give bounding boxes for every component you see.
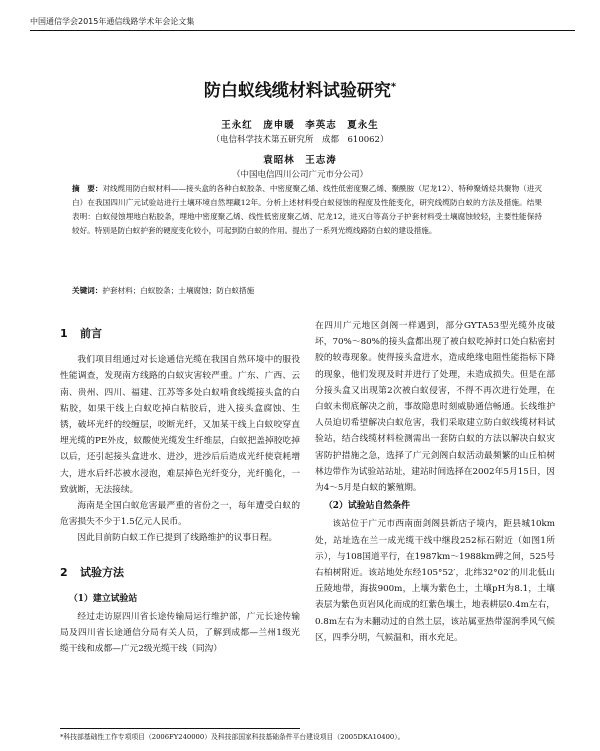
affiliation-secondary: （中国电信四川公司广元市分公司） <box>231 170 368 180</box>
keywords <box>72 285 542 297</box>
section-title: 前言 <box>80 327 102 340</box>
footnote: *科技部基础性工作专项项目（2006FY240000）及科技部国家科技基础条件平台建设项目（2005DKA10400）。 <box>60 733 405 741</box>
abstract-label: 摘 要： <box>72 184 103 193</box>
keywords-label: 关键词： <box>72 286 103 295</box>
paragraph: 我们项目组通过对长途通信光缆在我国自然环境中的服役性能调查，发现南方线路的白蚁灾害较严重。广东、广西、云南、贵州、四川、福建、江苏等多处白蚁啃食线缆接头盒的白粘胶，如果干线上白蚁吃掉白粘胶后，进入接头盒腐蚀、生锈，破坏光纤的绞缠层，咬断光纤，又加某干线上白蚁咬穿直埋光缆的PE外皮，蚁酸使光缆发生纤维层，白蚁把盖掉胶吃掉以后，还引起接头盒进水、进沙，进沙后后造成光纤使衰耗增大，进水后纤芯被水浸泡，难层掉色光纤变分，光纤脆化，一致就断，无法接续。 <box>60 355 300 495</box>
header-rule <box>30 30 575 31</box>
footnote-rule <box>60 728 300 729</box>
paragraph: 因此目前防白蚁工作已提到了线路维护的议事日程。 <box>77 533 278 544</box>
section-number: 2 <box>60 565 68 579</box>
running-header: 中国通信学会2015年通信线路学术年会论文集 <box>30 17 195 26</box>
section-heading-1 <box>60 326 300 342</box>
section-number: 1 <box>60 327 68 340</box>
abstract-text: 对线缆用防白蚁材料——接头盒的各种白蚁胶条、中密度聚乙烯、线性低密度聚乙烯、聚酰胺（尼龙12）、特种聚烯烃共聚物（进灭白）在我国四川广元试验站进行土壤环境自然埋藏12年。分析上述材料受白蚁侵蚀的程度及性能变化，研究线缆防白蚁的方法及措施。结果表明：白蚁侵蚀埋地白粘胶条，埋地中密度聚乙烯、线性低密度聚乙烯、尼龙12，进灭白等高分子护套材料受土壤腐蚀较轻，主要性能保持较好。特别是防白蚁护套的硬度变化较小，可起到防白蚁的作用。提出了一系列光缆线路防白蚁的建设措施。 <box>72 184 542 235</box>
section-title: 试验方法 <box>80 565 124 579</box>
paragraph: 海南是全国白蚁危害最严重的省份之一，每年遭受白蚁的危害损失不少于1.5亿元人民币。 <box>60 501 300 528</box>
left-column <box>60 318 300 658</box>
paragraph: 在四川广元地区剑阁一样遇到，部分GYTA53型光缆外皮破坏，70%～80%的接头盒都出现了被白蚁吃掉封口处白粘密封胶的较毒现象。使得接头盒进水，造成绝缘电阻性能指标下降的现象，他们发现及时并进行了处理，未造成损失。但是在部分接头盒又出现第2次被白蚁侵害，不得不再次进行处理，在白蚁未彻底解决之前，事故隐患时刻威胁通信畅通。长线维护人员迫切希望解决白蚁危害，我们采取建立防白蚁线缆材料试验站，结合线缆材料检测需出一套防白蚁的方法以解决白蚁灾害防护措施之急，选择了广元剑阁白蚁活动最频繁的山丘柏树林边带作为试验站站址，建站时间选择在2002年5月15日，因为4～5月是白蚁的繁殖期。 <box>315 321 555 494</box>
keywords-text: 护套材料；白蚁胶条；土壤腐蚀；防白蚁措施 <box>102 286 255 295</box>
paragraph: 该站位于广元市西南面剑阁县新店子境内，距县城10km处，站址选在兰一成光缆干线中继段252标石附近（如图1所示），与108国道平行，在1987km～1988km碑之间，525号右柏树附近。该站地处东经105°52′，北纬32°02′的川北低山丘陵地带，海拔900m，上壤为紫色土，土壤pH为8.1，土壤表层为紫色页岩风化而成的红紫色壤土，地表耕层0.4m左右，0.8m左右为未翻动过的自然土层，该站属亚热带湿润季风气候区，四季分明，气候温和，雨水充足。 <box>315 519 555 643</box>
right-column <box>315 318 555 646</box>
paper-title <box>0 76 600 101</box>
abstract <box>72 182 542 238</box>
affiliation-primary: （电信科学技术第五研究所 成都 610062） <box>211 135 389 145</box>
title-text: 防白蚁线缆材料试验研究 <box>203 81 391 101</box>
subsection-heading: （2）试验站自然条件 <box>323 501 410 512</box>
title-footnote-mark: * <box>390 81 397 93</box>
subsection-heading: （1）建立试验站 <box>68 593 138 604</box>
spacer <box>60 547 300 557</box>
authors-primary: 王永红 庞申暖 李英志 夏永生 <box>221 120 379 131</box>
section-heading-2 <box>60 565 300 581</box>
paragraph: 经过走访原四川省长途传输局运行维护部，广元长途传输局及四川省长途通信分局有关人员，了解到成都—兰州1级光缆干线和成都—广元2级光缆干线（同沟） <box>60 612 300 655</box>
authors-secondary: 袁昭林 王志涛 <box>263 155 337 166</box>
